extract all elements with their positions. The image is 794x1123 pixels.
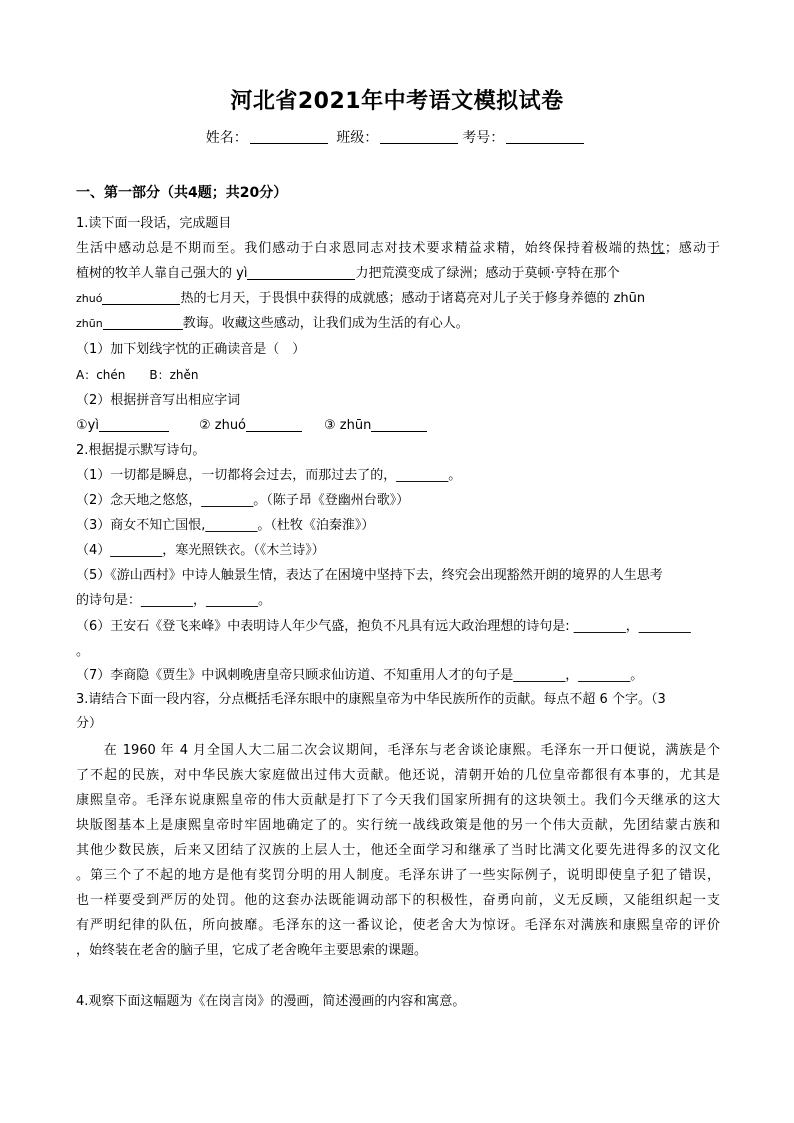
- number-label: 考号：: [462, 130, 505, 146]
- q1-passage-line: zhuó 热的七月天，于畏惧中获得的成就感；感动于诸葛亮对儿子关于修身养德的 zhūn: [76, 291, 646, 306]
- q2-line: （1）一切都是瞬息，一切都将会过去，而那过去了的，________。: [76, 468, 462, 483]
- blank-zhun[interactable]: [103, 315, 183, 330]
- q2-line: 的诗句是：________，________。: [76, 593, 272, 608]
- q3-passage-line: 了不起的民族，对中华民族大家庭做出过伟大贡献。他还说，清朝开始的几位皇帝都很有本事的，尤其是: [76, 768, 720, 783]
- q3-heading: 3.请结合下面一段内容，分点概括毛泽东眼中的康熙皇帝为中华民族所作的贡献。每点不超 6 个字。（3: [76, 692, 666, 707]
- class-label: 班级：: [336, 130, 379, 146]
- q3-passage-line: 块版图基本上是康熙皇帝时牢固地确定了的。实行统一战线政策是他的另一个伟大贡献，先团结蒙古族和: [76, 818, 720, 833]
- q1-sub2: （2）根据拼音写出相应字词: [76, 393, 241, 408]
- q2-heading: 2.根据提示默写诗句。: [76, 443, 206, 458]
- q1-heading: 1.读下面一段话，完成题目: [76, 216, 232, 231]
- q1-sub2-items: ①yì ② zhuó ③ zhūn: [76, 416, 720, 435]
- q4-heading: 4.观察下面这幅题为《在岗言岗》的漫画，简述漫画的内容和寓意。: [76, 994, 466, 1009]
- q3-passage-line: 有严明纪律的队伍，所向披靡。毛泽东的这一番议论，使老舍大为惊讶。毛泽东对满族和康熙皇帝的评价: [76, 918, 720, 933]
- q2-line: （6）王安石《登飞来峰》中表明诗人年少气盛，抱负不凡具有远大政治理想的诗句是: ________，________: [76, 619, 691, 634]
- q2-line: （5）《游山西村》中诗人触景生情，表达了在困境中坚持下去，终究会出现豁然开朗的境界的人生思考: [76, 568, 663, 583]
- student-info-row: [0, 127, 794, 147]
- q3-passage-line: 其他少数民族，后来又团结了汉族的上层人士，他还全面学习和继承了当时比满文化要先进得多的汉文化: [76, 843, 720, 858]
- q2-line: （2）念天地之悠悠，________。（陈子昂《登幽州台歌》）: [76, 493, 410, 508]
- q1-passage-line: 生活中感动总是不期而至。我们感动于白求恩同志对技术要求精益求精，始终保持着极端的热忱；感动于: [76, 241, 720, 256]
- answer-blank[interactable]: [99, 417, 169, 432]
- answer-blank[interactable]: [371, 417, 427, 432]
- section-heading: 一、第一部分（共4题；共20分）: [76, 185, 288, 201]
- q2-line: （7）李商隐《贾生》中讽刺晚唐皇帝只顾求仙访道、不知重用人才的句子是________，________。: [76, 668, 644, 683]
- name-label: 姓名：: [205, 130, 248, 146]
- q2-line: 。: [76, 644, 90, 659]
- answer-blank[interactable]: [246, 417, 302, 432]
- q1-passage-line: zhūn 教诲。收藏这些感动，让我们成为生活的有心人。: [76, 316, 469, 331]
- q2-line: （3）商女不知亡国恨,________。（杜牧《泊秦淮》）: [76, 518, 375, 533]
- q1-sub1: （1）加下划线字忱的正确读音是（ ）: [76, 342, 306, 357]
- q3-passage-line: 也一样要受到严厉的处罚。他的这套办法既能调动部下的积极性，奋勇向前，义无反顾，又能组织起一支: [76, 893, 720, 908]
- underlined-char: 忱: [650, 241, 665, 256]
- q2-line: （4）________，寒光照铁衣。（《木兰诗》）: [76, 543, 325, 558]
- name-blank[interactable]: [250, 129, 328, 144]
- number-blank[interactable]: [506, 129, 584, 144]
- blank-zhuo[interactable]: [102, 290, 180, 305]
- q1-sub1-options: A：chén B：zhěn: [76, 368, 199, 382]
- q3-passage-line: 康熙皇帝。毛泽东说康熙皇帝的伟大贡献是打下了今天我们国家所拥有的这块领土。我们今天继承的这大: [76, 793, 720, 808]
- exam-title: 河北省2021年中考语文模拟试卷: [230, 89, 564, 114]
- q3-passage-line: ，始终装在老舍的脑子里，它成了老舍晚年主要思索的课题。: [76, 943, 428, 958]
- q1-passage-line: 植树的牧羊人靠自己强大的 yì 力把荒漠变成了绿洲；感动于莫顿·亨特在那个: [76, 266, 620, 281]
- q3-passage-line: 在 1960 年 4 月全国人大二届二次会议期间，毛泽东与老舍谈论康熙。毛泽东一开口便说，满族是个: [76, 743, 720, 758]
- q3-heading: 分）: [76, 716, 103, 731]
- class-blank[interactable]: [380, 129, 458, 144]
- q3-passage-line: 。第三个了不起的地方是他有奖罚分明的用人制度。毛泽东讲了一些实际例子，说明即使皇子犯了错误，: [76, 868, 720, 883]
- blank-yi[interactable]: [247, 265, 355, 280]
